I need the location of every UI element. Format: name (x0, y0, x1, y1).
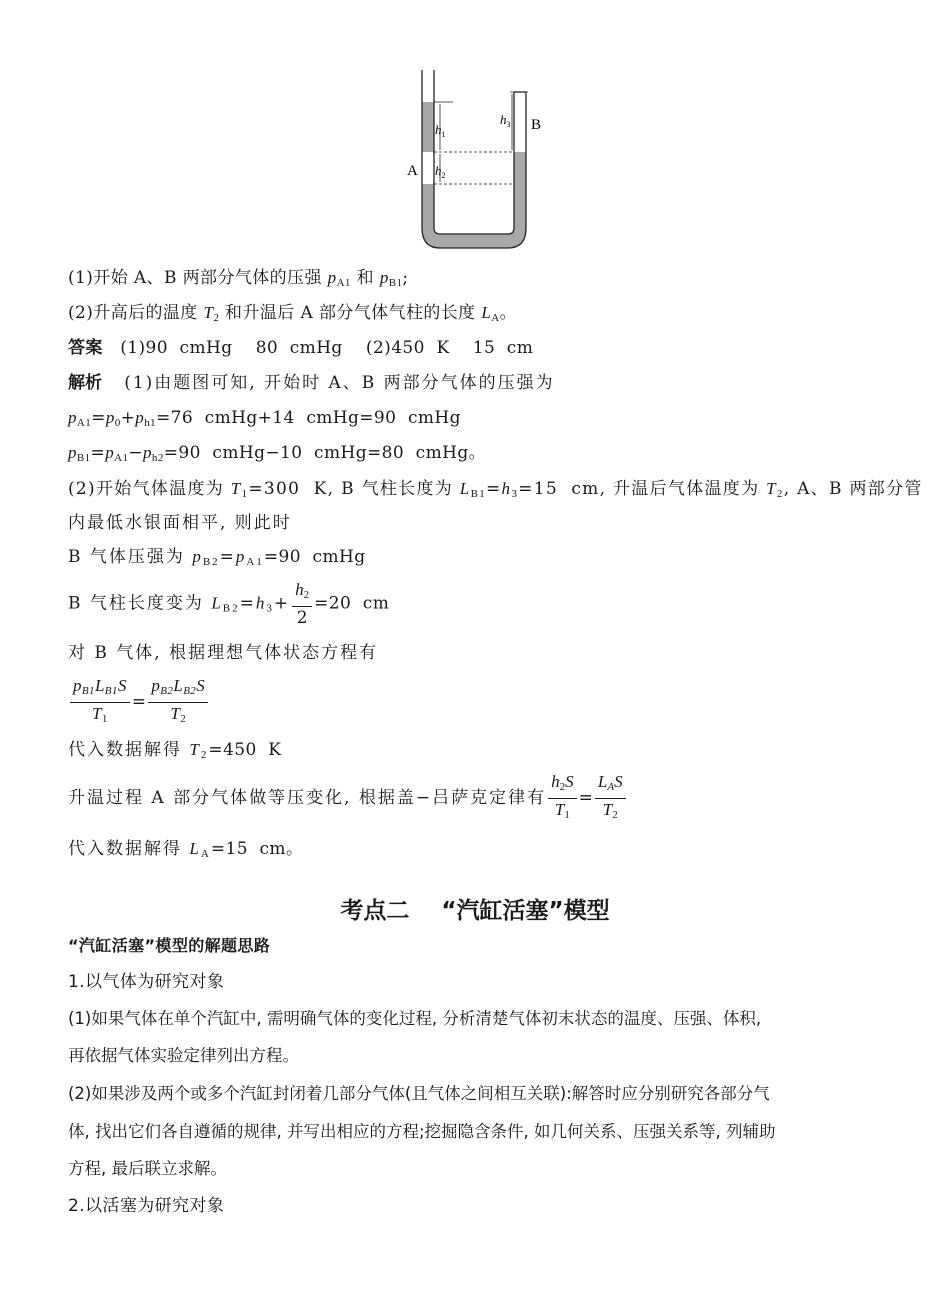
solution-line-9: 代入数据解得 $T_2=450$ K (68, 740, 282, 761)
solution-line-4: (2)开始气体温度为 $T_1=300$ K, B 气柱长度为 $L_{B1}=h_3=15$ cm, 升温后气体温度为 $T_2$, A、B 两部分管 (68, 479, 923, 500)
solution-line-3: $p_{B1}=p_{A1}-p_{h2}=90$ cmHg−10 cmHg=80 cmHg。 (68, 443, 487, 464)
answer-text: (1)90 cmHg 80 cmHg (2)450 K 15 cm (120, 338, 534, 358)
item-1: 1.以气体为研究对象 (68, 972, 225, 992)
label-B: B (531, 117, 542, 133)
equation-ideal-gas: $\frac{p_{B1}L_{B1}S}{T_1}$ = $\frac{p_{B2}L_{B2}S}{T_2}$ (68, 676, 210, 729)
section-heading: 考点二 “汽缸活塞”模型 (340, 898, 610, 924)
paragraph-1-line-2: 再依据气体实验定律列出方程。 (68, 1046, 299, 1065)
solution-line-5: 内最低水银面相平, 则此时 (68, 513, 292, 533)
solution-line-7: B 气柱长度变为 $L_{B2}=h_3+$ $\frac{h_2}{2}$ =20 cm (68, 580, 390, 628)
fraction-h2-over-2: $\frac{h_2}{2}$ (292, 580, 312, 628)
answer-line (68, 336, 533, 360)
paragraph-2-line-1: (2)如果涉及两个或多个汽缸封闭着几部分气体(且气体之间相互关联):解答时应分别研究各部分气 (68, 1084, 770, 1103)
solution-line-10: 升温过程 A 部分气体做等压变化, 根据盖−吕萨克定律有 $\frac{h_2S}{T_1}$ = $\frac{L_AS}{T_2}$ (68, 772, 628, 825)
fraction-right: $\frac{p_{B2}L_{B2}S}{T_2}$ (148, 676, 208, 729)
u-tube-figure (395, 62, 555, 257)
question-2: (2)升高后的温度 $T_2$ 和升温后 A 部分气体气柱的长度 $L_A$。 (68, 303, 517, 324)
paragraph-2-line-2: 体, 找出它们各自遵循的规律, 并写出相应的方程;挖掘隐含条件, 如几何关系、压强关系等, 列辅助 (68, 1122, 776, 1141)
solution-line-6: B 气体压强为 $p_{B2}=p_{A1}=90$ cmHg (68, 547, 366, 568)
fraction-h2S-over-T1: $\frac{h_2S}{T_1}$ (548, 772, 577, 825)
label-A: A (407, 163, 418, 179)
solution-line-2: $p_{A1}=p_0+p_{h1}=76$ cmHg+14 cmHg=90 cmHg (68, 408, 461, 429)
fraction-LAS-over-T2: $\frac{L_AS}{T_2}$ (595, 772, 626, 825)
section-subheading: “汽缸活塞”模型的解题思路 (68, 936, 271, 955)
label-h1: $h_1$ (435, 122, 446, 139)
paragraph-2-line-3: 方程, 最后联立求解。 (68, 1159, 227, 1178)
item-2: 2.以活塞为研究对象 (68, 1196, 225, 1216)
solution-line-8: 对 B 气体, 根据理想气体状态方程有 (68, 643, 379, 663)
fraction-left: $\frac{p_{B1}L_{B1}S}{T_1}$ (70, 676, 130, 729)
solution-label: 解析 (68, 373, 102, 393)
solution-line-1: 解析 (1)由题图可知, 开始时 A、B 两部分气体的压强为 (68, 373, 555, 393)
answer-label: 答案 (68, 338, 103, 358)
label-h2: $h_2$ (435, 163, 446, 180)
question-1: (1)开始 A、B 两部分气体的压强 $p_{A1}$ 和 $p_{B1}$; (68, 268, 409, 289)
solution-line-11: 代入数据解得 $L_A=15$ cm。 (68, 839, 304, 860)
paragraph-1-line-1: (1)如果气体在单个汽缸中, 需明确气体的变化过程, 分析清楚气体初末状态的温度、压强、体积, (68, 1009, 762, 1028)
label-h3: $h_3$ (500, 112, 511, 129)
tube-outline (422, 70, 526, 248)
